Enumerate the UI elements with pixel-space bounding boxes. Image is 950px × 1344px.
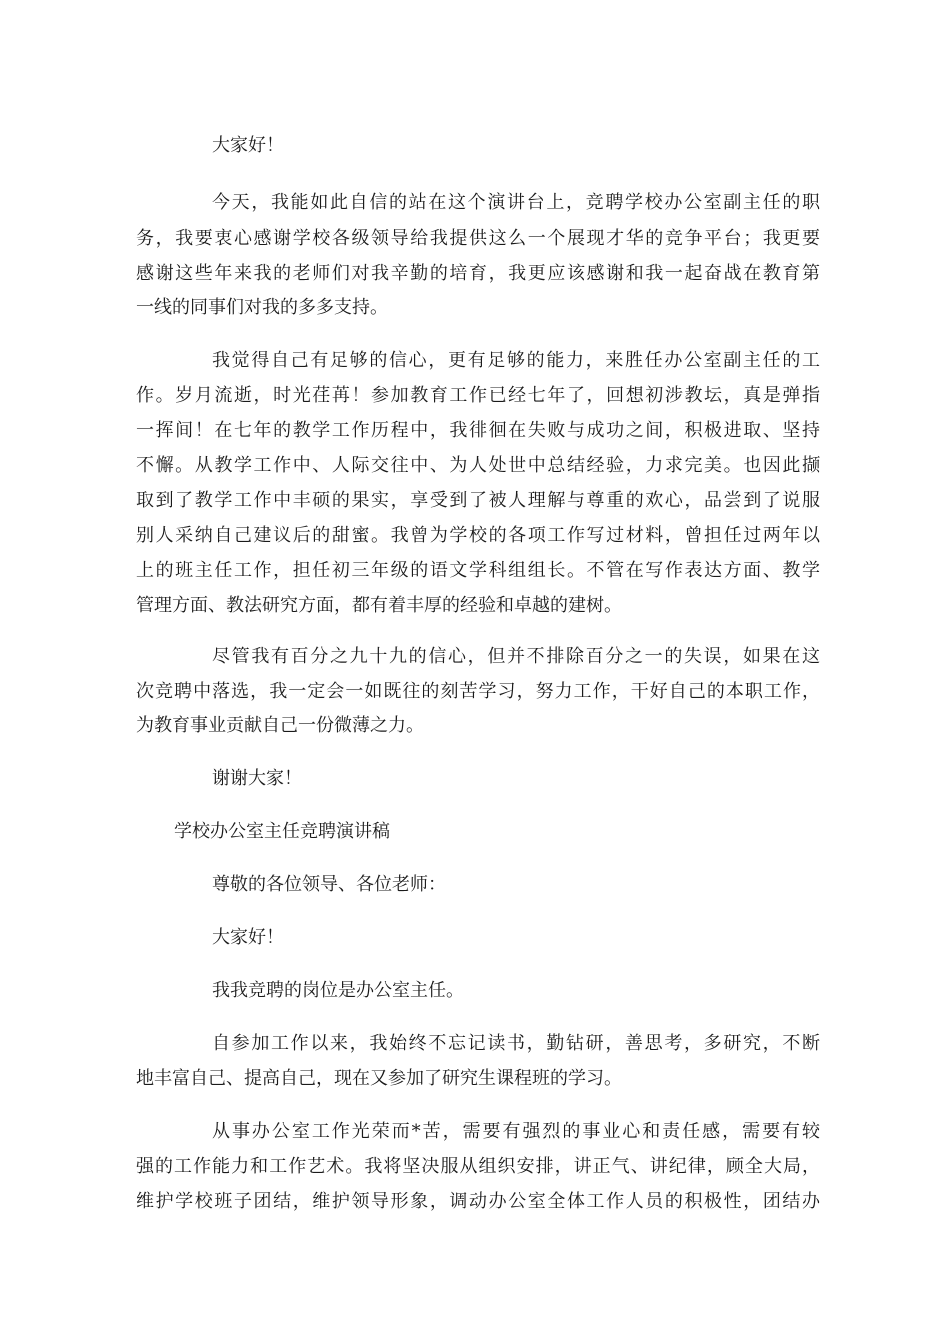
greeting-line: 大家好！ [212, 135, 284, 156]
paragraph-line: 今天，我能如此自信的站在这个演讲台上，竞聘学校办公室副主任的职 [212, 192, 820, 213]
paragraph-line: 次竞聘中落选，我一定会一如既往的刻苦学习，努力工作，干好自己的本职工作， [136, 681, 820, 702]
paragraph-line: 自参加工作以来，我始终不忘记读书，勤钻研，善思考，多研究，不断 [212, 1033, 820, 1054]
greeting-line: 大家好！ [212, 927, 284, 948]
paragraph-line: 从事办公室工作光荣而*苦，需要有强烈的事业心和责任感，需要有较 [212, 1121, 820, 1142]
paragraph-line: 地丰富自己、提高自己，现在又参加了研究生课程班的学习。 [136, 1068, 622, 1089]
paragraph-line: 我我竞聘的岗位是办公室主任。 [212, 980, 464, 1001]
paragraph-line: 作。岁月流逝，时光荏苒！参加教育工作已经七年了，回想初涉教坛，真是弹指 [136, 385, 820, 406]
paragraph-line: 别人采纳自己建议后的甜蜜。我曾为学校的各项工作写过材料，曾担任过两年以 [136, 525, 820, 546]
paragraph-line: 上的班主任工作，担任初三年级的语文学科组组长。不管在写作表达方面、教学 [136, 560, 820, 581]
paragraph-line: 感谢这些年来我的老师们对我辛勤的培育，我更应该感谢和我一起奋战在教育第 [136, 263, 820, 284]
salutation-line: 尊敬的各位领导、各位老师： [212, 874, 446, 895]
paragraph-line: 我觉得自己有足够的信心，更有足够的能力，来胜任办公室副主任的工 [212, 350, 820, 371]
paragraph-line: 强的工作能力和工作艺术。我将坚决服从组织安排，讲正气、讲纪律，顾全大局， [136, 1156, 820, 1177]
paragraph-line: 一线的同事们对我的多多支持。 [136, 297, 388, 318]
section-title: 学校办公室主任竞聘演讲稿 [174, 821, 390, 842]
paragraph-line: 为教育事业贡献自己一份微薄之力。 [136, 715, 424, 736]
paragraph-line: 维护学校班子团结，维护领导形象，调动办公室全体工作人员的积极性，团结办 [136, 1191, 820, 1212]
closing-line: 谢谢大家！ [212, 768, 302, 789]
paragraph-line: 取到了教学工作中丰硕的果实，享受到了被人理解与尊重的欢心，品尝到了说服 [136, 490, 820, 511]
paragraph-line: 管理方面、教法研究方面，都有着丰厚的经验和卓越的建树。 [136, 595, 622, 616]
paragraph-line: 一挥间！在七年的教学工作历程中，我徘徊在失败与成功之间，积极进取、坚持 [136, 420, 820, 441]
paragraph-line: 尽管我有百分之九十九的信心，但并不排除百分之一的失误，如果在这 [212, 646, 820, 667]
paragraph-line: 不懈。从教学工作中、人际交往中、为人处世中总结经验，力求完美。也因此撷 [136, 455, 820, 476]
paragraph-line: 务，我要衷心感谢学校各级领导给我提供这么一个展现才华的竞争平台；我更要 [136, 228, 820, 249]
